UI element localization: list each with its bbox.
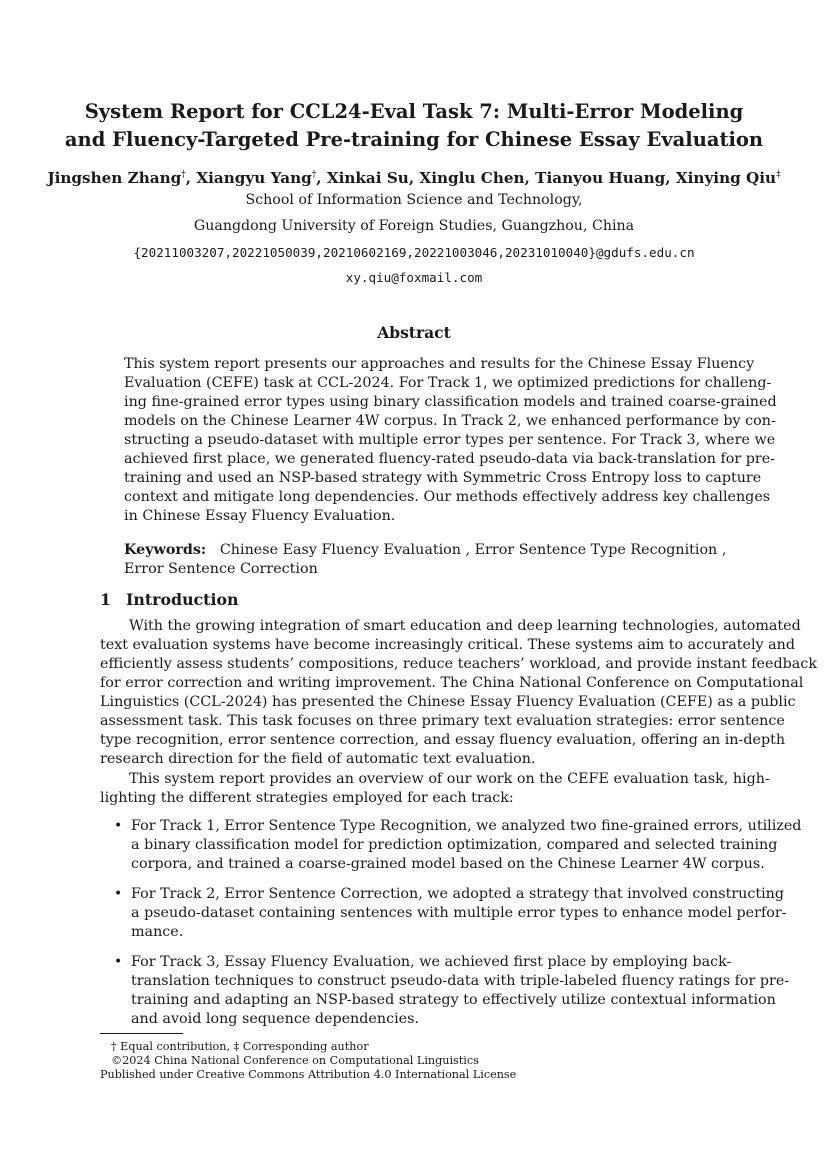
bullet-marker: • [114,886,123,902]
bullet-line: For Track 2, Error Sentence Correction, we adopted a strategy that involved constructing [131,886,785,902]
paper-title [60,98,768,154]
abstract-line: ing fine-grained error types using binary classification models and trained coarse-grained [124,394,777,410]
intro-line: type recognition, error sentence correction, and essay fluency evaluation, offering an in-depth [100,732,786,748]
bullet-line: translation techniques to construct pseudo-data with triple-labeled fluency ratings for pre- [131,973,790,989]
author-list: Jingshen Zhang†, Xiangyu Yang†, Xinkai Su, Xinglu Chen, Tianyou Huang, Xinying Qiu‡ [47,169,781,188]
keywords-text: Chinese Easy Fluency Evaluation , Error Sentence Type Recognition , [219,542,727,558]
author-mark: ‡ [776,170,781,180]
section-number: 1 [100,590,111,609]
intro-line: This system report provides an overview of our work on the CEFE evaluation task, high- [129,771,770,787]
abstract-line: context and mitigate long dependencies. Our methods effectively address key challenges [124,489,771,505]
abstract-line: achieved first place, we generated fluency-rated pseudo-data via back-translation for pre- [124,451,776,467]
intro-line: text evaluation systems have become increasingly critical. These systems aim to accurately and [100,637,796,653]
section-heading [100,589,239,611]
bullet-line: For Track 3, Essay Fluency Evaluation, we achieved first place by employing back- [131,954,732,970]
bullet-line: mance. [131,924,184,940]
intro-line: for error correction and writing improvement. The China National Conference on Computational [100,675,804,691]
keywords-label: Keywords: [124,542,207,558]
author-email: xy.qiu@foxmail.com [345,270,483,285]
intro-line: With the growing integration of smart education and deep learning technologies, automated [129,618,801,634]
author-name: Xinying Qiu [675,169,777,188]
bullet-line: corpora, and trained a coarse-grained model based on the Chinese Learner 4W corpus. [131,856,765,872]
intro-line: efficiently assess students’ compositions, reduce teachers’ workload, and provide instant feedback [100,656,817,672]
affiliation-line: Guangdong University of Foreign Studies, Guangzhou, China [193,218,635,234]
bullet-line: training and adapting an NSP-based strategy to effectively utilize contextual information [131,992,776,1008]
footnote-line: Published under Creative Commons Attribution 4.0 International License [100,1068,517,1081]
keywords-line: Error Sentence Correction [124,561,318,577]
bullet-line: For Track 1, Error Sentence Type Recognition, we analyzed two fine-grained errors, utilized [131,818,802,834]
bullet-line: and avoid long sequence dependencies. [131,1011,420,1027]
author-name: Xinglu Chen [419,169,525,188]
abstract-line: structing a pseudo-dataset with multiple error types per sentence. For Track 3, where we [124,432,776,448]
author-name: Xiangyu Yang [196,169,312,188]
author-emails: {20211003207,20221050039,20210602169,20221003046,20231010040}@gdufs.edu.cn [133,245,695,260]
intro-line: assessment task. This task focuses on three primary text evaluation strategies: error sentence [100,713,785,729]
bullet-line: a pseudo-dataset containing sentences with multiple error types to enhance model perfor- [131,905,787,921]
author-name: Jingshen Zhang [47,169,182,188]
intro-line: research direction for the field of automatic text evaluation. [100,751,536,767]
title-line-1: System Report for CCL24-Eval Task 7: Multi-Error Modeling [84,100,744,123]
footnote-line: ©2024 China National Conference on Computational Linguistics [111,1054,479,1067]
author-name: Xinkai Su [326,169,409,188]
abstract-line: training and used an NSP-based strategy with Symmetric Cross Entropy loss to capture [124,470,762,486]
intro-line: lighting the different strategies employed for each track: [100,790,514,806]
abstract-heading: Abstract [377,323,451,342]
intro-line: Linguistics (CCL-2024) has presented the Chinese Essay Fluency Evaluation (CEFE) as a public [100,694,796,710]
footnote-line: † Equal contribution, ‡ Corresponding author [111,1040,369,1053]
affiliation-line: School of Information Science and Technology, [245,192,583,208]
author-mark: † [181,170,186,180]
footnote-rule [100,1033,183,1034]
section-title: Introduction [126,590,239,609]
abstract-line: Evaluation (CEFE) task at CCL-2024. For Track 1, we optimized predictions for challeng- [124,375,772,391]
title-line-2: and Fluency-Targeted Pre-training for Chinese Essay Evaluation [64,128,764,151]
author-mark: † [311,170,317,180]
keywords-line [124,541,727,560]
bullet-line: a binary classification model for prediction optimization, compared and selected training [131,837,778,853]
bullet-marker: • [114,818,123,834]
author-name: Tianyou Huang [535,169,666,188]
abstract-line: This system report presents our approaches and results for the Chinese Essay Fluency [124,356,755,372]
abstract-line: models on the Chinese Learner 4W corpus. In Track 2, we enhanced performance by con- [124,413,776,429]
bullet-marker: • [114,954,123,970]
abstract-line: in Chinese Essay Fluency Evaluation. [124,508,396,524]
